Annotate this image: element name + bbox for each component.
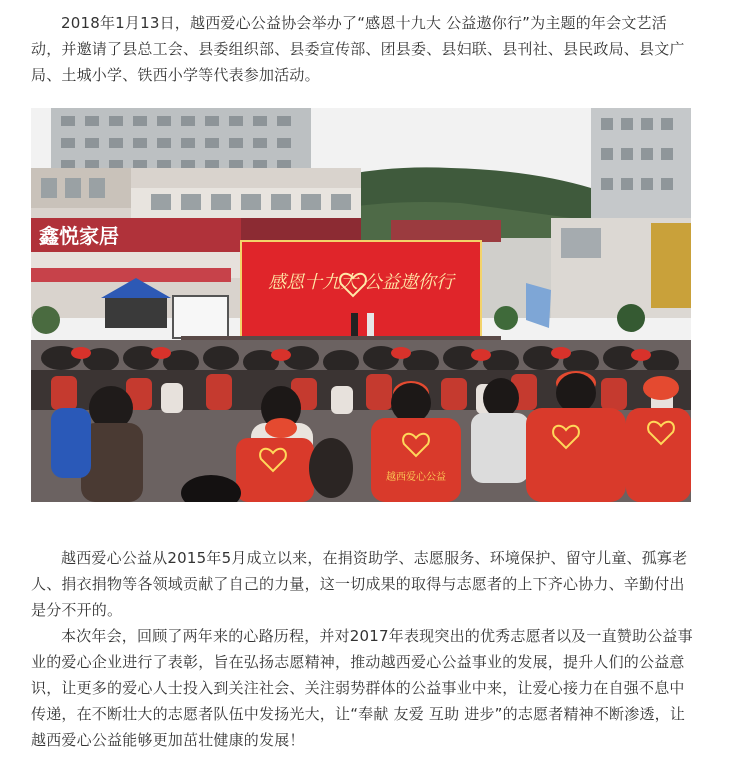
stage-banner-text: 感恩十九大 公益遨你行	[268, 272, 454, 293]
shop-sign: 鑫悦家居	[39, 224, 119, 248]
paragraph-annual-meeting: 本次年会，回顾了两年来的心路历程，并对2017年表现突出的优秀志愿者以及一直赞助公益事业的爱心企业进行了表彰，旨在弘扬志愿精神，推动越西爱心公益事业的发展，提升人们的公益意识，让更多的爱心人士投入到关注社会、关注弱势群体的公益事业中来，让爱心接力在自强不息中传递，在不断壮大的志愿者队伍中发扬光大，让“奉献 友爱 互助 进步”的志愿者精神不断渗透，让越西爱心公益能够更加茁壮健康的发展！	[31, 627, 693, 749]
paragraph-intro: 2018年1月13日，越西爱心公益协会举办了“感恩十九大 公益遨你行”为主题的年会文艺活动，并邀请了县总工会、县委组织部、县委宣传部、团县委、县妇联、县刊社、县民政局、县文广局、土城小学、铁西小学等代表参加活动。	[31, 14, 685, 84]
paragraph-history: 越西爱心公益从2015年5月成立以来，在捐资助学、志愿服务、环境保护、留守儿童、孤寡老人、捐衣捐物等各领域贡献了自己的力量，这一切成果的取得与志愿者的上下齐心协力、辛勤付出是分不开的。	[31, 549, 688, 619]
vest-text: 越西爱心公益	[386, 472, 446, 483]
event-photo	[31, 108, 691, 502]
